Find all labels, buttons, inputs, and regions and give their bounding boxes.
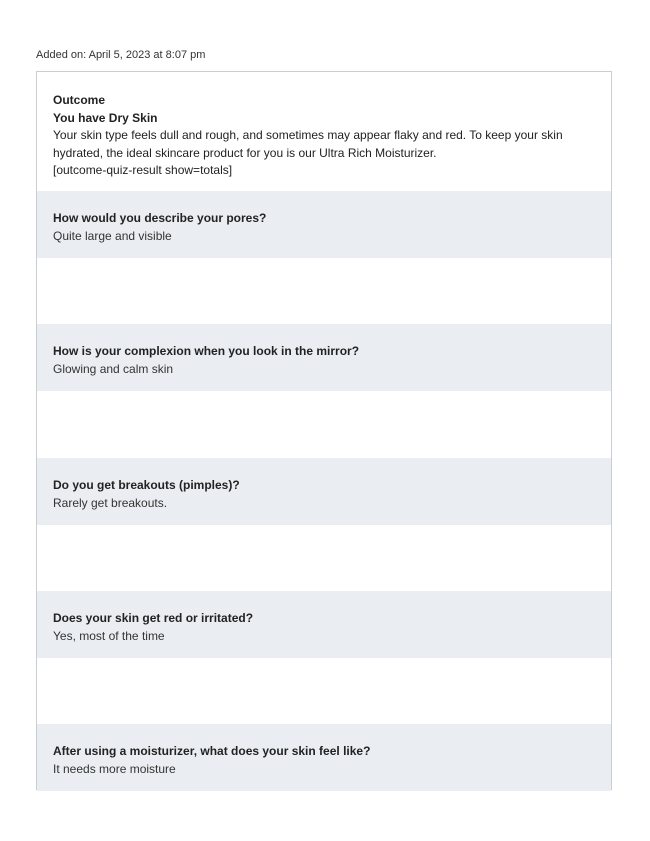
question-row-breakouts (37, 458, 611, 525)
question-answer: Quite large and visible (53, 229, 172, 243)
question-answer: It needs more moisture (53, 762, 176, 776)
added-on-date: Added on: April 5, 2023 at 8:07 pm (36, 49, 206, 61)
entry-container (36, 71, 612, 790)
question-label: How would you describe your pores? (53, 211, 267, 225)
question-label: How is your complexion when you look in the mirror? (53, 344, 360, 358)
outcome-title: You have Dry Skin (53, 110, 158, 125)
question-label: Do you get breakouts (pimples)? (53, 478, 240, 492)
question-label: After using a moisturizer, what does your skin feel like? (53, 744, 371, 758)
question-label: Does your skin get red or irritated? (53, 611, 254, 625)
question-row-moisturizer (37, 724, 611, 791)
outcome-shortcode: [outcome-quiz-result show=totals] (53, 163, 233, 177)
question-row-complexion (37, 324, 611, 391)
question-answer: Yes, most of the time (53, 629, 165, 643)
question-row-redness (37, 591, 611, 658)
question-answer: Glowing and calm skin (53, 362, 174, 376)
outcome-heading: Outcome (53, 93, 106, 107)
outcome-description: Your skin type feels dull and rough, and sometimes may appear flaky and red. To keep your skin hydrated, the ideal skincare product for you is our Ultra Rich Moisturizer. (53, 128, 563, 160)
question-row-pores (37, 191, 611, 258)
question-answer: Rarely get breakouts. (53, 496, 168, 510)
outcome-section (37, 72, 611, 191)
